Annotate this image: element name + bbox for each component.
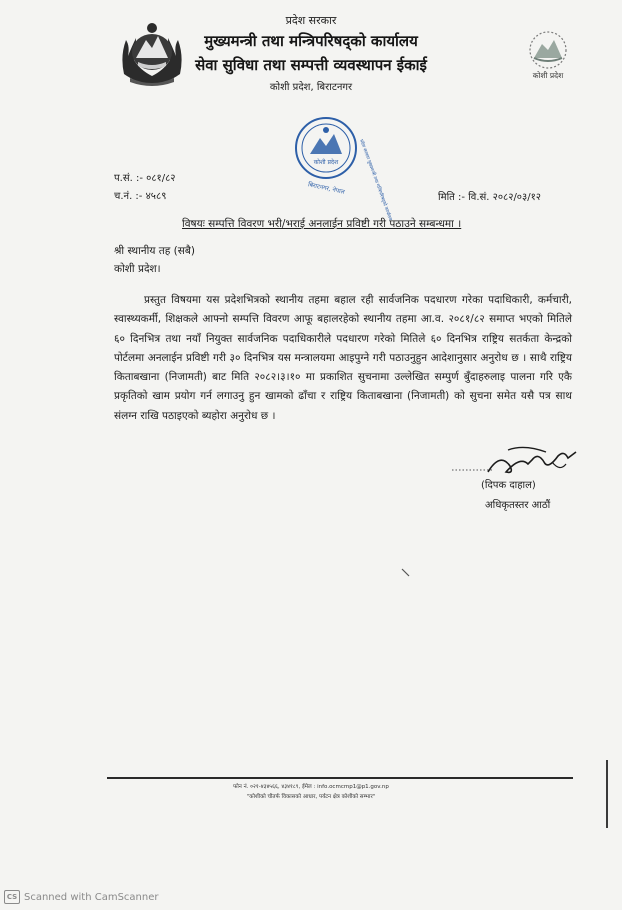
camscanner-text: Scanned with CamScanner [24,891,159,903]
signatory-title: अधिकृतस्तर आठौं [485,500,551,511]
scan-speck-mark [401,568,410,577]
recipient-line-2: कोशी प्रदेश। [114,263,161,275]
camscanner-icon: CS [4,890,20,904]
footer-divider [107,777,573,779]
header-top-line: प्रदेश सरकार [285,14,337,27]
seal-ring-text: प्रदेश सरकार मुख्यमन्त्री तथा मन्त्रिपरिषद्को कार्यालय [358,138,393,222]
footer-slogan: "कोशीको चौतर्फ विकासको आधार, पर्यटन क्षेत्र कोशीको सम्भार" [246,794,376,800]
camscanner-watermark [4,890,159,904]
patra-sankhya: प.सं. :- ०८१/८२ [114,173,176,184]
right-logo-text: कोशी प्रदेश [532,71,564,80]
koshi-pradesh-logo-icon [522,28,574,84]
unit-title: सेवा सुविधा तथा सम्पत्ती व्यवस्थापन ईकाई [195,56,427,74]
recipient-line-1: श्री स्थानीय तह (सबै) [114,245,195,257]
office-seal-stamp [280,110,393,222]
office-title: मुख्यमन्त्री तथा मन्त्रिपरिषद्को कार्यालय [204,32,418,50]
handwritten-signature [448,442,588,482]
seal-center-text: कोशी प्रदेश [313,159,339,166]
chalani-number: च.नं. :- ४५८९ [114,191,167,202]
office-location: कोशी प्रदेश, बिराटनगर [269,82,353,93]
letter-date: मिति :- वि.सं. २०८२/०३/१२ [438,192,541,203]
signatory-name: (दिपक दाहाल) [481,480,536,491]
letter-body: प्रस्तुत विषयमा यस प्रदेशभित्रको स्थानीय तहमा बहाल रही सार्वजनिक पदधारण गरेका पदाधिकारी, कर्मचारी, स्वास्थ्यकर्मी, शिक्षकले आफ्नो सम्पत्ति विवरण आफू बहालरहेको स्थानीय तहमा आ.व. २०८१/८२ समाप्त भएको मितिले ६० दिनभित्र तथा नयाँ नियुक्त सार्वजनिक पदाधिकारीले पदधारण गरेको मितिले ६० दिनभित्र राष्ट्रिय सतर्कता केन्द्रको पोर्टलमा अनलाईन प्रविष्टी गरी ३० दिनभित्र यस मन्त्रालयमा आइपुग्ने गरी पठाउनुहुन आदेशानुसार अनुरोध छ । साथै राष्ट्रिय किताबखाना (निजामती) बाट मिति २०८२।३।१० मा प्रकाशित सुचनामा उल्लेखित सम्पुर्ण बुँदाहरुलाइ पालना गरि एकै प्रकृतिको खाम प्रयोग गर्न लगाउनु हुन खामको ढाँचा र राष्ट्रिय किताबखाना (निजामती) को सुचना समेत यसै पत्र साथ संलग्न राखि पठाइएको ब्यहोरा अनुरोध छ । [114,294,572,422]
footer-contact: फोन नं. ०२१-४३४५६६, ४३४१८९, ईमेल : info.ocmcmp1@p1.gov.np [233,784,389,790]
seal-bottom-text: बिराटनगर, नेपाल [307,181,346,196]
letter-subject: विषयः सम्पत्ति विवरण भरी/भराई अनलाईन प्रविष्टी गरी पठाउने सम्बन्धमा । [182,218,462,230]
